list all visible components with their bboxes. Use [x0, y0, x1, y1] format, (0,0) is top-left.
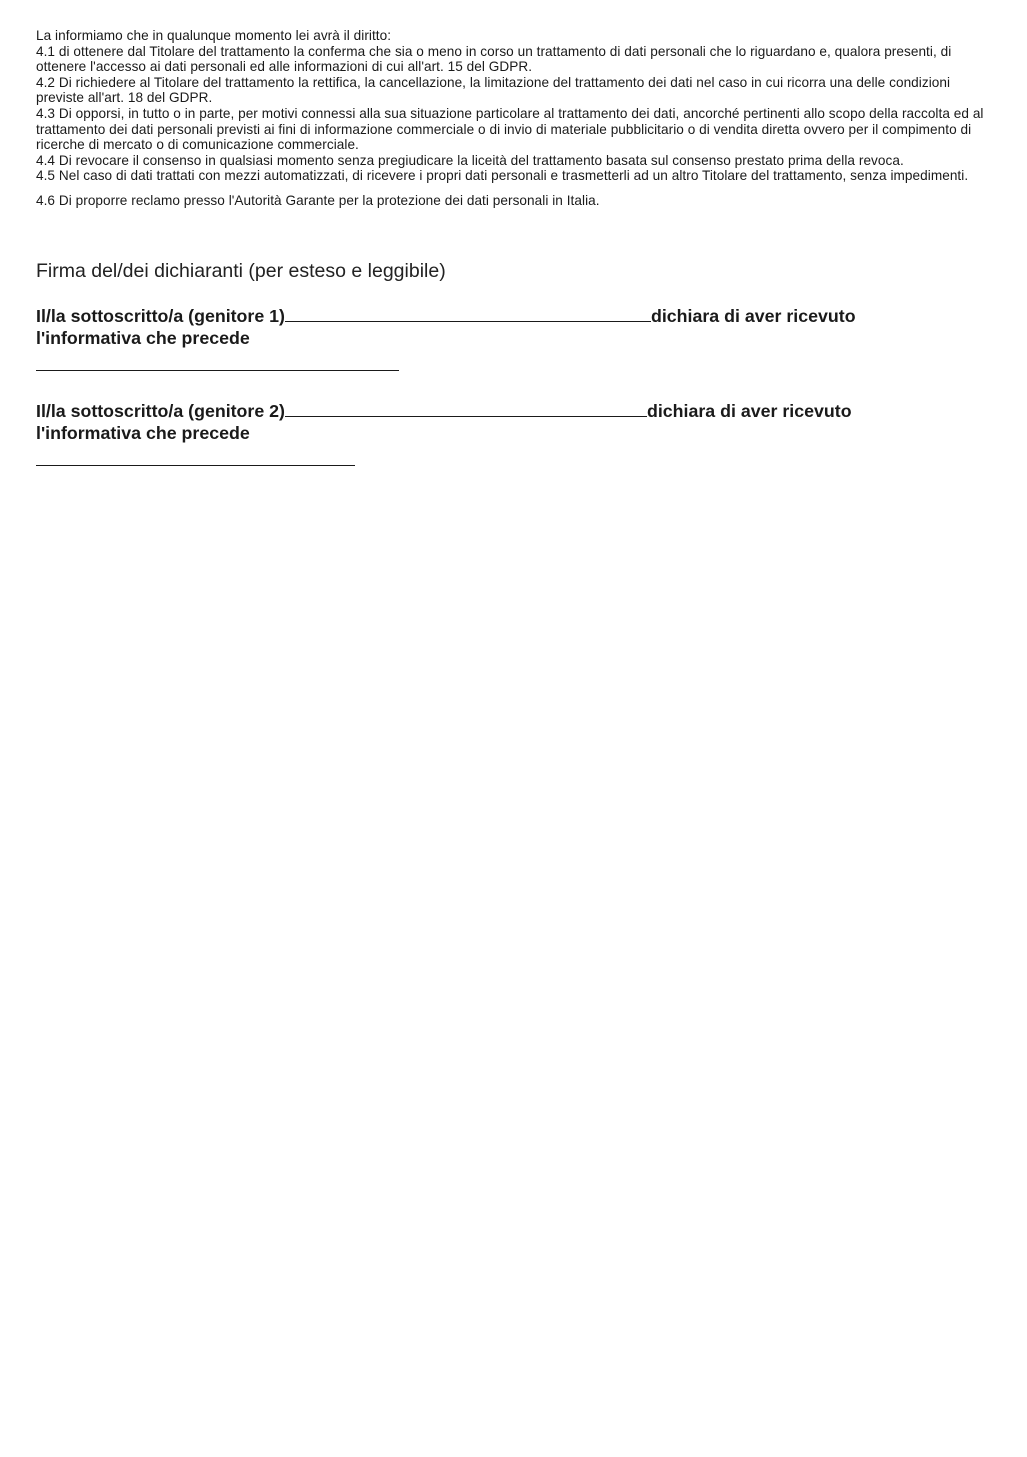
right-item-4-4: 4.4 Di revocare il consenso in qualsiasi momento senza pregiudicare la liceità del trattamento basata sul consenso prestato prima della revoca. — [36, 152, 904, 168]
right-item-4-3: 4.3 Di opporsi, in tutto o in parte, per motivi connessi alla sua situazione particolare al trattamento dei dati, ancorché pertinenti allo scopo della raccolta ed al trattamento dei dati personali previsti ai fini di informazione commerciale o di invio di materiale pubblicitario o di vendita diretta ovvero per il compimento di ricerche di mercato o di comunicazione commerciale. — [36, 105, 984, 153]
parent1-declaration — [36, 304, 986, 349]
right-item-4-5: 4.5 Nel caso di dati trattati con mezzi automatizzati, di ricevere i propri dati personali e trasmetterli ad un altro Titolare del trattamento, senza impedimenti. — [36, 168, 969, 184]
right-item-4-2: 4.2 Di richiedere al Titolare del trattamento la rettifica, la cancellazione, la limitazione del trattamento dei dati nel caso in cui ricorra una delle condizioni previste all'art. 18 del GDPR. — [36, 74, 951, 106]
right-item-4-6: 4.6 Di proporre reclamo presso l'Autorità Garante per la protezione dei dati personali in Italia. — [36, 192, 600, 208]
parent1-signature-line[interactable] — [36, 369, 399, 371]
parent2-prefix: Il/la sottoscritto/a (genitore 2) — [36, 400, 285, 421]
parent1-suffix: dichiara di aver ricevuto — [650, 305, 856, 326]
signature-heading: Firma del/dei dichiaranti (per esteso e leggibile) — [36, 259, 446, 282]
right-item-4-1: 4.1 di ottenere dal Titolare del trattamento la conferma che sia o meno in corso un trattamento di dati personali che lo riguardano e, qualora presenti, di ottenere l'accesso ai dati personali ed alle informazioni di cui all'art. 15 del GDPR. — [36, 43, 952, 75]
parent1-continuation: l'informativa che precede — [36, 327, 250, 348]
parent2-continuation: l'informativa che precede — [36, 422, 250, 443]
parent2-declaration — [36, 399, 986, 444]
parent2-signature-line[interactable] — [36, 464, 355, 466]
parent1-name-field[interactable] — [285, 304, 651, 322]
parent2-name-field[interactable] — [285, 399, 647, 417]
document-page — [36, 28, 986, 466]
rights-intro: La informiamo che in qualunque momento lei avrà il diritto: — [36, 28, 392, 43]
parent1-prefix: Il/la sottoscritto/a (genitore 1) — [36, 305, 285, 326]
parent2-suffix: dichiara di aver ricevuto — [646, 400, 852, 421]
rights-section — [36, 28, 986, 209]
